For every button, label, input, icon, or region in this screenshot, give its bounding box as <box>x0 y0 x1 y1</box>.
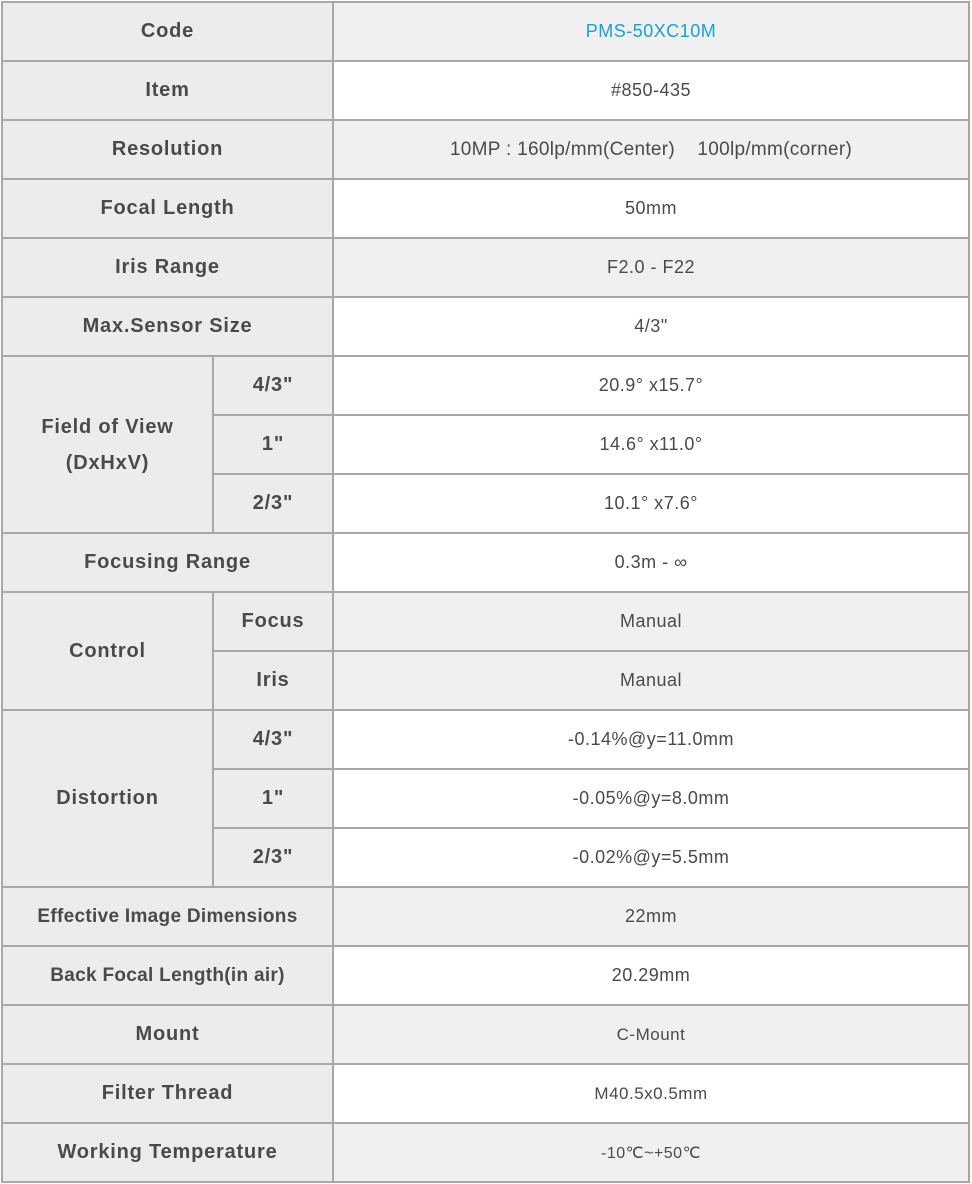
fov-value: 10.1° x7.6° <box>333 474 969 533</box>
row-fov-1 <box>2 356 969 415</box>
filter-thread-label: Filter Thread <box>2 1064 333 1123</box>
max-sensor-value: 4/3" <box>333 297 969 356</box>
control-value: Manual <box>333 651 969 710</box>
fov-value: 14.6° x11.0° <box>333 415 969 474</box>
fov-sensor: 4/3" <box>213 356 333 415</box>
back-focal-value: 20.29mm <box>333 946 969 1005</box>
row-control-focus <box>2 592 969 651</box>
fov-label <box>2 356 213 533</box>
resolution-value: 10MP : 160lp/mm(Center) 100lp/mm(corner) <box>333 120 969 179</box>
control-label: Control <box>2 592 213 710</box>
working-temp-label: Working Temperature <box>2 1123 333 1182</box>
fov-label-line1: Field of View <box>41 415 174 438</box>
item-value: #850-435 <box>333 61 969 120</box>
effective-image-label: Effective Image Dimensions <box>2 887 333 946</box>
row-item <box>2 61 969 120</box>
row-back-focal <box>2 946 969 1005</box>
distortion-value: -0.14%@y=11.0mm <box>333 710 969 769</box>
effective-image-value: 22mm <box>333 887 969 946</box>
item-label: Item <box>2 61 333 120</box>
filter-thread-value: M40.5x0.5mm <box>333 1064 969 1123</box>
focusing-range-label: Focusing Range <box>2 533 333 592</box>
resolution-label: Resolution <box>2 120 333 179</box>
distortion-value: -0.05%@y=8.0mm <box>333 769 969 828</box>
focal-length-label: Focal Length <box>2 179 333 238</box>
row-focusing-range <box>2 533 969 592</box>
row-working-temp <box>2 1123 969 1182</box>
focal-length-value: 50mm <box>333 179 969 238</box>
working-temp-value: -10℃~+50℃ <box>333 1123 969 1182</box>
row-code <box>2 2 969 61</box>
row-filter-thread <box>2 1064 969 1123</box>
focusing-range-value: 0.3m - ∞ <box>333 533 969 592</box>
row-distortion-1 <box>2 710 969 769</box>
control-sub: Focus <box>213 592 333 651</box>
spec-table <box>1 1 970 1183</box>
code-value: PMS-50XC10M <box>333 2 969 61</box>
fov-value: 20.9° x15.7° <box>333 356 969 415</box>
mount-label: Mount <box>2 1005 333 1064</box>
distortion-sensor: 2/3" <box>213 828 333 887</box>
control-value: Manual <box>333 592 969 651</box>
iris-range-label: Iris Range <box>2 238 333 297</box>
distortion-sensor: 4/3" <box>213 710 333 769</box>
mount-value: C-Mount <box>333 1005 969 1064</box>
max-sensor-label: Max.Sensor Size <box>2 297 333 356</box>
distortion-label: Distortion <box>2 710 213 887</box>
row-iris-range <box>2 238 969 297</box>
control-sub: Iris <box>213 651 333 710</box>
row-effective-image <box>2 887 969 946</box>
iris-range-value: F2.0 - F22 <box>333 238 969 297</box>
row-resolution <box>2 120 969 179</box>
fov-sensor: 2/3" <box>213 474 333 533</box>
back-focal-label: Back Focal Length(in air) <box>2 946 333 1005</box>
row-mount <box>2 1005 969 1064</box>
row-max-sensor <box>2 297 969 356</box>
distortion-value: -0.02%@y=5.5mm <box>333 828 969 887</box>
fov-sensor: 1" <box>213 415 333 474</box>
distortion-sensor: 1" <box>213 769 333 828</box>
code-label: Code <box>2 2 333 61</box>
fov-label-line2: (DxHxV) <box>65 451 150 474</box>
row-focal-length <box>2 179 969 238</box>
